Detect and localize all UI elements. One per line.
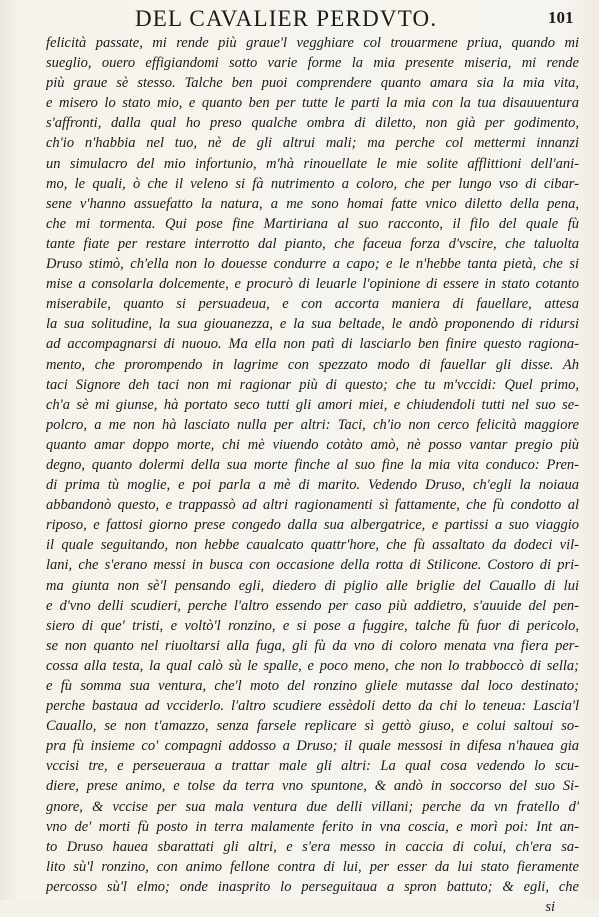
text-line: cossa alla testa, la qual calò sù le spalle, e poco meno, che non lo trabboccò di sella; (46, 657, 579, 674)
text-line: e fù somma sua ventura, che'l moto del ronzino gliele mutasse dal loco destinato; (46, 678, 579, 694)
text-line: tante fiate per restare interrotto dal pianto, che faceua forza d'vscire, che taluolta (46, 235, 579, 252)
text-line: ad accompagnarsi di nuouo. Ma ella non patì di lasciarlo ben finire questo ragiona- (46, 336, 579, 353)
text-line: la sua solitudine, la sua giouanezza, e la sua beltade, le andò proponendo di ridursi (46, 316, 579, 333)
text-line: un simulacro del mio infortunio, m'hà rinouellate le mie solite afflittioni dell'ani- (46, 155, 579, 172)
text-line: vno de' morti fù posto in terra malamente ferito in vna coscia, e morì poi: Int an- (46, 818, 579, 835)
page-number: 101 (548, 8, 574, 27)
text-line: di prima tù moglie, e poi parla a mè di marito. Vedendo Druso, ch'egli la noiaua (46, 477, 579, 494)
text-line: ch'a sè mi giunse, hà portato seco tutti gli amori miei, e chiudendoli tutti nel suo se- (46, 396, 579, 413)
text-line: mo, le quali, ò che il veleno si fà nutrimento a coloro, che per lungo vso di cibar- (46, 175, 579, 192)
text-line: gnore, & vccise per sua mala ventura due delli villani; perche da vn fratello d' (46, 798, 579, 815)
text-line: miserabile, quanto si persuadeua, e con accorta maniera di fauellare, attesa (46, 296, 579, 313)
text-line: Druso stimò, ch'ella non lo douesse condurre a capo; e le n'hebbe tanta pietà, che si (46, 256, 579, 273)
text-line: che mi tormenta. Qui pose fine Martiriana al suo racconto, il filo del quale fù (46, 215, 579, 232)
text-line: diere, prese animo, e tolse da terra vno spuntone, & andò in soccorso del suo Si- (46, 778, 579, 795)
text-line: degno, quanto dolermi della sua morte finche al suo fine la mia vita conduco: Pren- (46, 456, 579, 473)
running-title: DEL CAVALIER PERDVTO. (135, 6, 438, 31)
text-line: to Druso hauea sbarattati gli altri, e s'era messo in caccia di colui, ch'era sa- (46, 838, 579, 855)
text-line: sueglio, ouero effigiandomi sotto varie forme la mia presente miseria, mi rende (46, 55, 579, 72)
text-line: polcro, a me non hà lasciato nulla per altri: Taci, ch'io non cerco felicità maggiore (46, 416, 579, 433)
text-line: lani, che s'erano messi in busca con occasione della rotta di Stilicone. Costoro di pri- (46, 557, 579, 574)
text-line: sene v'hanno assuefatto la natura, a me sono homai fatte vnico diletto della pena, (46, 195, 579, 212)
text-line: pra fù insieme co' compagni addosso a Druso; il quale messosi in difesa n'hauea gia (46, 738, 579, 755)
text-line: più graue sè stesso. Talche ben puoi comprendere quanto amara sia la mia vita, (46, 75, 579, 92)
text-line: ma giunta non sè'l pensando egli, diedero di piglio alle briglie del Cauallo di lui (46, 577, 579, 594)
text-line: mento, che prorompendo in lagrime con spezzato modo di fauellar gli disse. Ah (46, 356, 579, 373)
text-line: e misero lo stato mio, e quanto ben per tutte le parti la mia con la tua disauuentura (46, 95, 579, 112)
text-line: vccisi tre, e perseueraua a trattar male gli altri: La qual cosa vedendo lo scu- (46, 758, 579, 775)
running-head (0, 6, 599, 32)
text-line: riposo, e fattosi giorno prese congedo dalla sua albergatrice, e partissi a suo viaggio (46, 517, 579, 534)
text-line: e d'vno delli scudieri, perche l'altro essendo per caso più addietro, s'auuide del pen- (46, 597, 579, 614)
text-line: percosso sù'l elmo; onde inasprito lo perseguitaua a spron battuto; & egli, che (46, 878, 579, 895)
text-line: abbandonò questo, e trappassò ad altri ragionamenti sì fattamente, che fù condotto al (46, 497, 579, 514)
text-line: perche bastaua ad vcciderlo. l'altro scudiere essèdoli detto da chi lo teneua: Lascia'l (46, 698, 579, 715)
text-line: siero di que' tristi, e voltò'l ronzino, e si pose a fuggire, talche fù fuor di pericolo, (46, 617, 579, 634)
text-line: se non quanto nel riuoltarsi alla fuga, gli fù da vno di coloro menata vna fiera per- (46, 637, 579, 654)
text-line: mise a consolarla dolcemente, e procurò di leuarle l'opinione di essere in stato cotanto (46, 276, 579, 293)
text-line: ch'io n'habbia nel tuo, nè de gli altrui mali; ma perche col mettermi innanzi (46, 135, 579, 152)
text-line: Cauallo, se non t'amazzo, senza farsele replicare sì gettò giuso, e colui saltoui so- (46, 718, 579, 735)
text-line: s'affronti, dalla qual ho preso qualche ombra di diletto, non già per godimento, (46, 115, 579, 132)
text-line: lito sù'l ronzino, con animo fellone contra di lui, per esser da lui stato fieramente (46, 858, 579, 875)
text-line: si (545, 899, 555, 916)
text-line: taci Signore deh taci non mi ragionar più di questo; che tu m'vccidi: Quel primo, (46, 376, 579, 393)
body-text (46, 33, 579, 917)
text-line: felicità passate, mi rende più graue'l vegghiare col trouarmene priua, quando mi (46, 35, 579, 51)
text-line: il quale seguitando, non hebbe caualcato quattr'hore, che fù assaltato da dodeci vil- (46, 537, 579, 554)
text-line: quanto amar doppo morte, chi mè viuendo cotàto amò, nè posso vantar pregio più (46, 436, 579, 453)
